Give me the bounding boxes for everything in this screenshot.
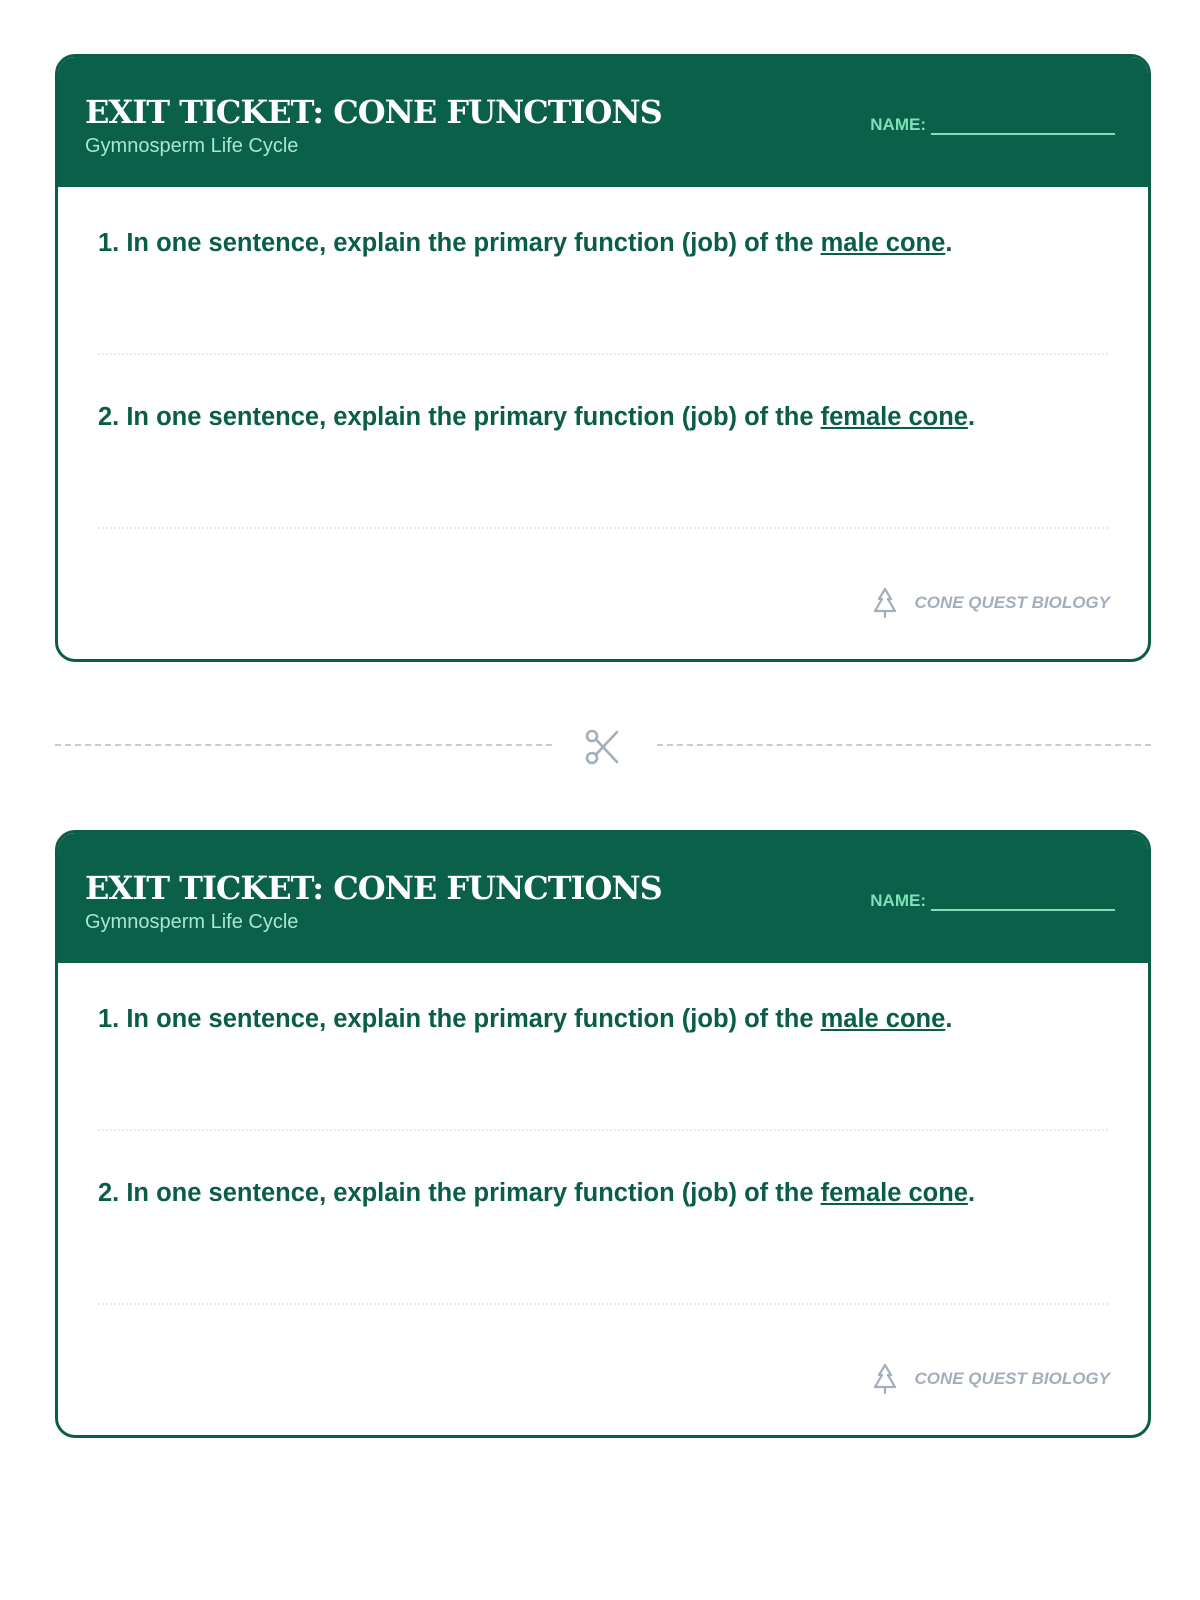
answer-line-2 [98, 1303, 1108, 1305]
name-field [870, 113, 1115, 135]
question-2-text: 2. In one sentence, explain the primary function (job) of the [98, 403, 821, 431]
question-2-term: female cone [820, 403, 968, 431]
cut-line-right [657, 744, 1151, 746]
ticket-title: EXIT TICKET: CONE FUNCTIONS [85, 869, 662, 907]
brand-text: CONE QUEST BIOLOGY [914, 1369, 1110, 1388]
question-1-end: . [945, 1005, 953, 1033]
answer-line-1 [98, 353, 1108, 355]
ticket-subtitle: Gymnosperm Life Cycle [85, 911, 299, 933]
scissors-icon [584, 728, 622, 766]
question-1-text: 1. In one sentence, explain the primary function (job) of the [98, 1005, 821, 1033]
name-blank-line [931, 113, 1115, 135]
exit-ticket-2 [55, 830, 1151, 1438]
exit-ticket-1 [55, 54, 1151, 662]
question-2-end: . [968, 1179, 976, 1207]
brand-footer [870, 1363, 1110, 1395]
question-1-end: . [945, 229, 953, 257]
cut-line-left [55, 744, 552, 746]
brand-text: CONE QUEST BIOLOGY [914, 593, 1110, 612]
question-1-term: male cone [820, 229, 946, 257]
question-2-term: female cone [820, 1179, 968, 1207]
ticket-header [58, 833, 1148, 963]
question-2-text: 2. In one sentence, explain the primary function (job) of the [98, 1179, 821, 1207]
ticket-subtitle: Gymnosperm Life Cycle [85, 135, 299, 157]
name-field [870, 889, 1115, 911]
question-2-end: . [968, 403, 976, 431]
ticket-header [58, 57, 1148, 187]
question-2 [98, 403, 975, 432]
name-label: NAME: [870, 115, 926, 134]
ticket-title: EXIT TICKET: CONE FUNCTIONS [85, 93, 662, 131]
brand-footer [870, 587, 1110, 619]
name-blank-line [931, 889, 1115, 911]
question-1-term: male cone [820, 1005, 946, 1033]
tree-icon [870, 587, 900, 619]
question-1-text: 1. In one sentence, explain the primary function (job) of the [98, 229, 821, 257]
answer-line-1 [98, 1129, 1108, 1131]
question-2 [98, 1179, 975, 1208]
tree-icon [870, 1363, 900, 1395]
name-label: NAME: [870, 891, 926, 910]
question-1 [98, 1005, 952, 1034]
answer-line-2 [98, 527, 1108, 529]
question-1 [98, 229, 952, 258]
